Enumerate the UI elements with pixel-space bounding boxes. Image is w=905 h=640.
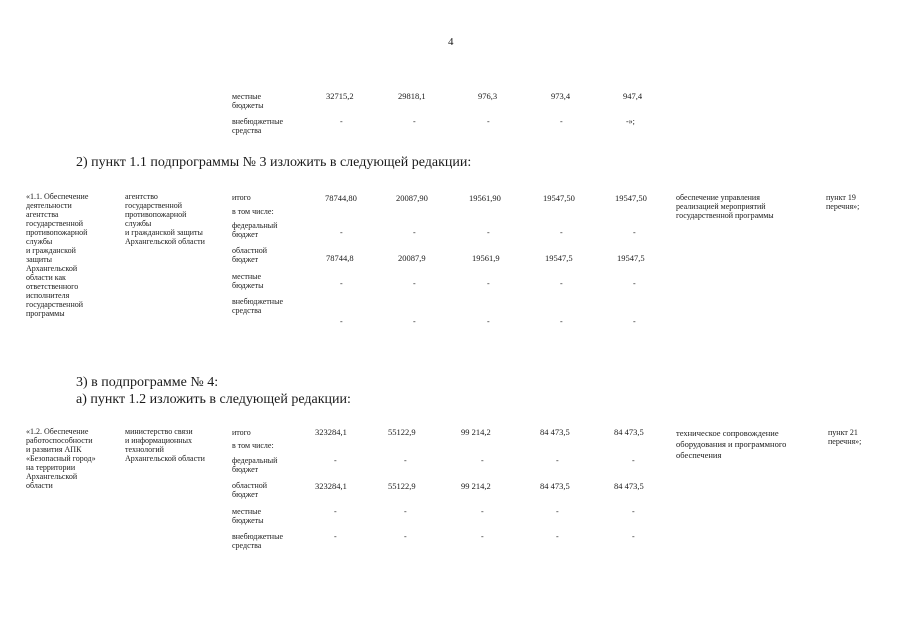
measure-executor: министерство связи и информационных технологий Архангельской области (125, 427, 205, 463)
value-cell: 19547,50 (615, 193, 647, 203)
row-label-extrabudget: внебюджетные средства (232, 297, 283, 315)
value-cell: 323284,1 (315, 481, 347, 491)
value-cell: - (404, 507, 407, 516)
row-label-extrabudget: внебюджетные средства (232, 117, 283, 135)
row-label-regional: областной бюджет (232, 481, 268, 499)
value-cell: - (404, 532, 407, 541)
value-cell: -»; (626, 117, 635, 126)
value-cell: 323284,1 (315, 427, 347, 437)
value-cell: - (632, 456, 635, 465)
row-label-total: итого (232, 428, 251, 437)
value-cell: - (556, 507, 559, 516)
value-cell: - (632, 507, 635, 516)
value-cell: - (340, 317, 343, 326)
value-cell: - (413, 279, 416, 288)
row-label-including: в том числе: (232, 441, 274, 450)
measure-reference: пункт 21 перечня»; (828, 428, 862, 446)
value-cell: - (560, 317, 563, 326)
value-cell: - (556, 456, 559, 465)
value-cell: - (633, 317, 636, 326)
measure-name: «1.2. Обеспечение работоспособности и развития АПК «Безопасный город» на территории Архангельской области (26, 427, 96, 490)
value-cell: - (481, 507, 484, 516)
measure-reference: пункт 19 перечня»; (826, 193, 860, 211)
page-number: 4 (448, 36, 454, 48)
section-heading-2: 2) пункт 1.1 подпрограммы № 3 изложить в следующей редакции: (76, 155, 472, 170)
value-cell: 84 473,5 (614, 427, 644, 437)
value-cell: - (413, 228, 416, 237)
value-cell: 84 473,5 (540, 481, 570, 491)
value-cell: 20087,90 (396, 193, 428, 203)
value-cell: 19547,5 (545, 253, 573, 263)
row-label-local: местные бюджеты (232, 272, 264, 290)
value-cell: 84 473,5 (540, 427, 570, 437)
value-cell: 29818,1 (398, 91, 426, 101)
measure-result: техническое сопровождение оборудования и программного обеспечения (676, 428, 787, 460)
value-cell: 99 214,2 (461, 427, 491, 437)
value-cell: 19561,90 (469, 193, 501, 203)
value-cell: 19547,50 (543, 193, 575, 203)
value-cell: - (633, 228, 636, 237)
value-cell: 973,4 (551, 91, 571, 101)
value-cell: 947,4 (623, 91, 643, 101)
value-cell: - (632, 532, 635, 541)
measure-result: обеспечение управления реализацией мероприятий государственной программы (676, 193, 774, 220)
value-cell: - (560, 228, 563, 237)
value-cell: 20087,9 (398, 253, 426, 263)
row-label-regional: областной бюджет (232, 246, 268, 264)
value-cell: 55122,9 (388, 481, 416, 491)
row-label-local: местные бюджеты (232, 507, 264, 525)
value-cell: - (481, 532, 484, 541)
value-cell: - (556, 532, 559, 541)
value-cell: - (487, 228, 490, 237)
value-cell: 78744,80 (325, 193, 357, 203)
value-cell: 99 214,2 (461, 481, 491, 491)
measure-name: «1.1. Обеспечение деятельности агентства государственной противопожарной службы и гражданской защиты Архангельской области как ответственного исполнителя государственной программы (26, 192, 89, 318)
value-cell: - (560, 117, 563, 126)
value-cell: 976,3 (478, 91, 498, 101)
value-cell: - (481, 456, 484, 465)
value-cell: 19561,9 (472, 253, 500, 263)
value-cell: 78744,8 (326, 253, 354, 263)
row-label-extrabudget: внебюджетные средства (232, 532, 283, 550)
value-cell: 32715,2 (326, 91, 354, 101)
value-cell: - (340, 279, 343, 288)
value-cell: - (413, 117, 416, 126)
row-label-including: в том числе: (232, 207, 274, 216)
section-heading-3a: а) пункт 1.2 изложить в следующей редакции: (76, 392, 351, 407)
row-label-local-budgets: местные бюджеты (232, 92, 264, 110)
row-label-federal: федеральный бюджет (232, 456, 278, 474)
value-cell: - (487, 117, 490, 126)
value-cell: 84 473,5 (614, 481, 644, 491)
value-cell: - (633, 279, 636, 288)
value-cell: - (413, 317, 416, 326)
value-cell: - (334, 532, 337, 541)
value-cell: 55122,9 (388, 427, 416, 437)
value-cell: - (487, 317, 490, 326)
value-cell: - (487, 279, 490, 288)
value-cell: - (334, 507, 337, 516)
value-cell: - (334, 456, 337, 465)
row-label-federal: федеральный бюджет (232, 221, 278, 239)
value-cell: - (340, 228, 343, 237)
row-label-total: итого (232, 193, 251, 202)
section-heading-3: 3) в подпрограмме № 4: (76, 375, 219, 390)
value-cell: - (560, 279, 563, 288)
value-cell: - (340, 117, 343, 126)
value-cell: 19547,5 (617, 253, 645, 263)
value-cell: - (404, 456, 407, 465)
measure-executor: агентство государственной противопожарной службы и гражданской защиты Архангельской области (125, 192, 205, 246)
